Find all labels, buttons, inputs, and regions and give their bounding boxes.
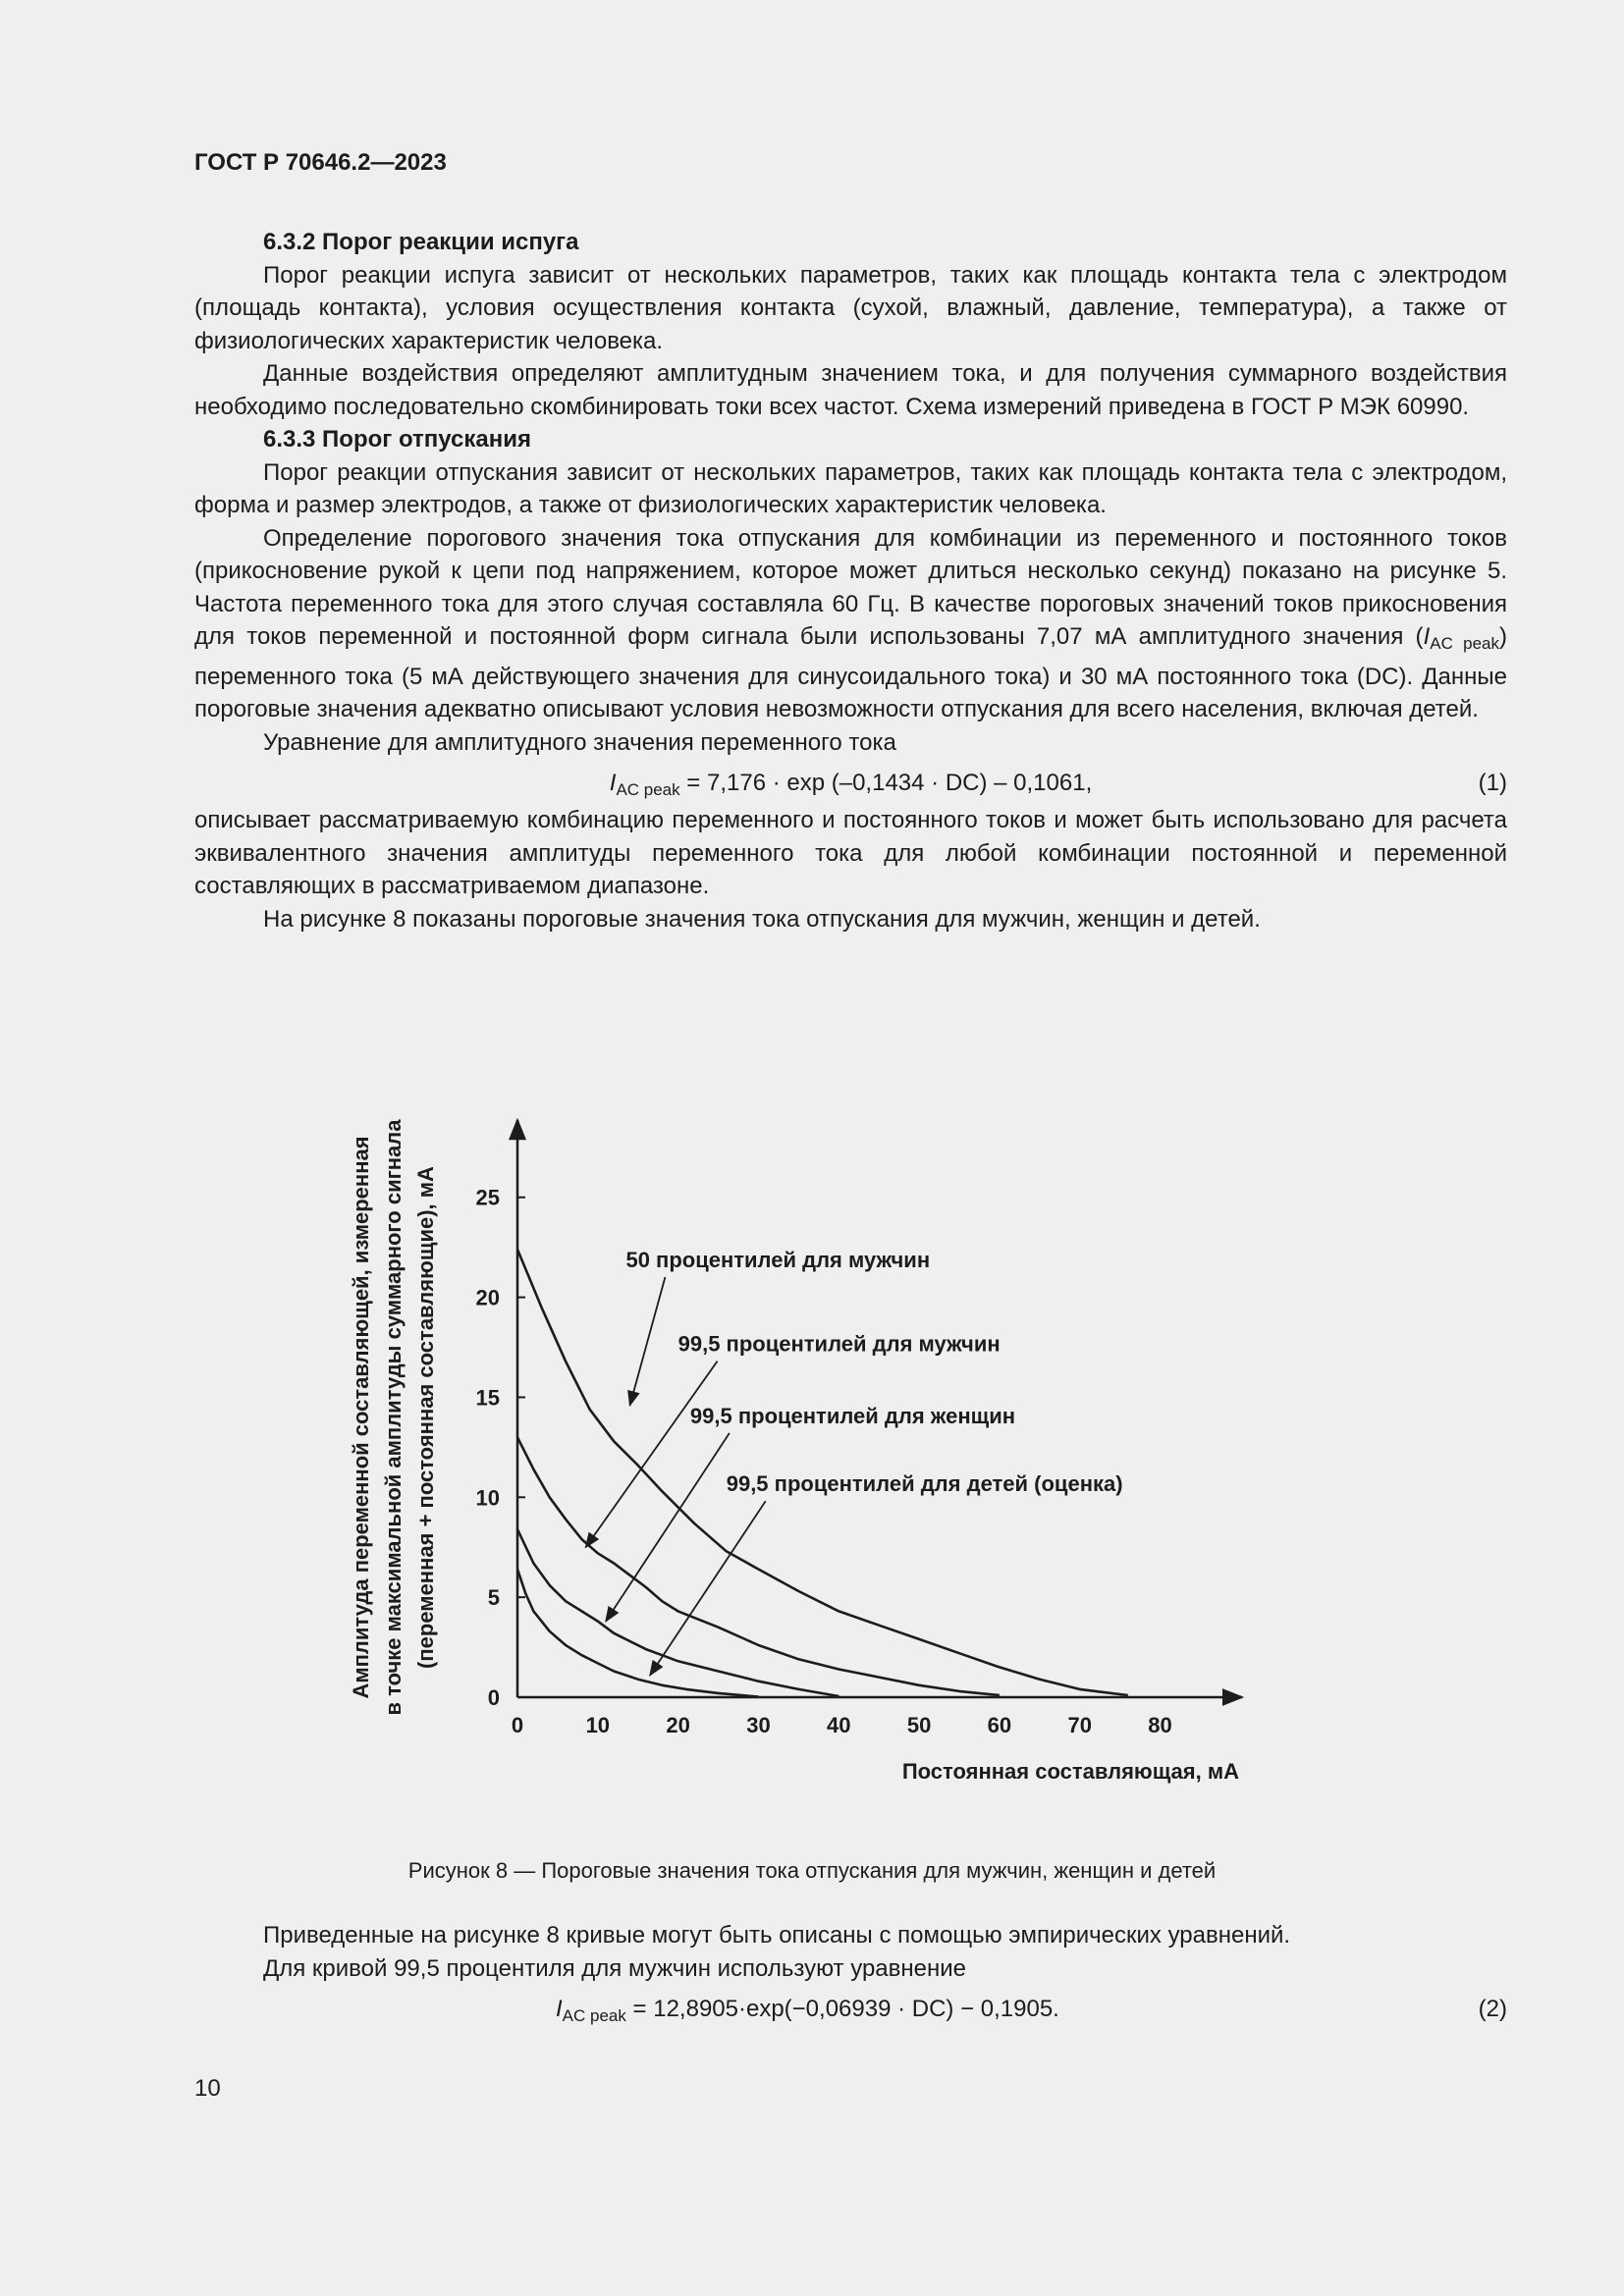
leader-arrow-3 xyxy=(606,1433,730,1622)
section-heading-632: 6.3.2 Порог реакции испуга xyxy=(263,229,579,255)
leader-arrow-1 xyxy=(630,1277,666,1406)
x-tick-label: 30 xyxy=(746,1713,771,1737)
x-axis-label: Постоянная составляющая, мА xyxy=(901,1759,1239,1784)
eq-symbol: I xyxy=(609,770,617,796)
subscript-ac: AC peak xyxy=(1430,634,1500,653)
x-tick-label: 50 xyxy=(906,1713,932,1737)
eq-subscript: AC peak xyxy=(616,780,680,799)
y-axis-label-line: (переменная + постоянная составляющие), мА xyxy=(413,1166,438,1669)
figure-8 xyxy=(334,1085,1316,1801)
y-tick-label: 0 xyxy=(487,1685,500,1710)
paragraph-threshold xyxy=(194,522,1507,726)
paragraph: На рисунке 8 показаны пороговые значения тока отпускания для мужчин, женщин и детей. xyxy=(263,905,1261,933)
y-axis-label-line: в точке максимальной амплитуды суммарного сигнала xyxy=(381,1119,406,1716)
y-tick-label: 10 xyxy=(475,1485,500,1511)
x-tick-label: 60 xyxy=(987,1713,1012,1737)
equation-2 xyxy=(194,1989,1507,2030)
paragraph: Данные воздействия определяют амплитудным значением тока, и для получения суммарного воздействия необходимо последовательно скомбинировать токи всех частот. Схема измерений приведена в ГОСТ Р МЭК 60990. xyxy=(194,360,1507,420)
series-label-3: 99,5 процентилей для женщин xyxy=(689,1403,1016,1428)
document-header: ГОСТ Р 70646.2—2023 xyxy=(194,149,447,176)
y-tick-label: 25 xyxy=(475,1185,500,1210)
series-label-4: 99,5 процентилей для детей (оценка) xyxy=(726,1471,1123,1497)
equation-number: (2) xyxy=(1478,1996,1507,2022)
section-body xyxy=(194,226,1507,935)
y-tick-label: 20 xyxy=(475,1285,500,1310)
eq-expression: = 12,8905·exp(−0,06939 · DC) − 0,1905. xyxy=(625,1996,1059,2022)
y-tick-label: 5 xyxy=(487,1585,500,1611)
paragraph: описывает рассматриваемую комбинацию переменного и постоянного токов и может быть использовано для расчета эквивалентного значения амплитуды переменного тока для любой комбинации постоянной и переменной составляющих в рассматриваемом диапазоне. xyxy=(194,807,1507,899)
paragraph: Приведенные на рисунке 8 кривые могут быть описаны с помощью эмпирических уравнений. xyxy=(263,1922,1291,1949)
equation-number: (1) xyxy=(1478,770,1507,796)
x-tick-label: 80 xyxy=(1148,1713,1172,1737)
x-tick-label: 10 xyxy=(585,1713,611,1737)
page-number: 10 xyxy=(194,2075,221,2102)
eq-expression: = 7,176 · exp (–0,1434 · DC) – 0,1061, xyxy=(679,770,1093,796)
x-tick-label: 0 xyxy=(511,1713,524,1737)
y-axis-label-line: Амплитуда переменной составляющей, измеренная xyxy=(349,1136,373,1699)
symbol-i: I xyxy=(1423,623,1431,650)
equation-body xyxy=(194,767,1507,807)
x-tick-label: 40 xyxy=(827,1713,851,1737)
x-tick-label: 70 xyxy=(1067,1713,1092,1737)
after-figure-body xyxy=(194,1919,1507,2030)
equation-1 xyxy=(194,763,1507,804)
series-label-2: 99,5 процентилей для мужчин xyxy=(677,1331,1001,1357)
paragraph: Порог реакции отпускания зависит от нескольких параметров, таких как площадь контакта тела с электродом, форма и размер электродов, а также от физиологических характеристик человека. xyxy=(194,458,1507,518)
paragraph: Уравнение для амплитудного значения переменного тока xyxy=(263,728,896,756)
text-span: Определение порогового значения тока отпускания для комбинации из переменного и постоянного токов (прикосновение рукой к цепи под напряжением, которое может длиться несколько секунд) показано на рисунке 5. Частота переменного тока для этого случая составляла 60 Гц. В качестве пороговых значений токов прикосновения для токов переменной и постоянной форм сигнала были использованы 7,07 мА амплитудного значения ( xyxy=(194,524,1507,650)
figure-caption: Рисунок 8 — Пороговые значения тока отпускания для мужчин, женщин и детей xyxy=(407,1858,1217,1883)
paragraph: Для кривой 99,5 процентиля для мужчин используют уравнение xyxy=(263,1954,967,1982)
leader-arrow-2 xyxy=(586,1362,718,1548)
series-label-1: 50 процентилей для мужчин xyxy=(625,1248,931,1273)
section-heading-633: 6.3.3 Порог отпускания xyxy=(263,426,531,453)
chart-svg xyxy=(334,1085,1316,1801)
x-tick-label: 20 xyxy=(666,1713,690,1737)
eq-symbol: I xyxy=(556,1996,563,2022)
text-span: ) переменного тока (5 мА действующего значения для синусоидального тока) и 30 мА постоянного тока (DC). Данные пороговые значения адекватно описывают условия невозможности отпускания для всего населения, включая детей. xyxy=(194,623,1508,722)
equation-body xyxy=(556,1993,1507,2033)
series-line-3 xyxy=(517,1529,839,1696)
y-tick-label: 15 xyxy=(475,1385,500,1411)
eq-subscript: AC peak xyxy=(562,2006,626,2025)
paragraph: Порог реакции испуга зависит от нескольких параметров, таких как площадь контакта тела с электродом (площадь контакта), условия осуществления контакта (сухой, влажный, давление, температура), а также от физиологических характеристик человека. xyxy=(194,261,1507,354)
